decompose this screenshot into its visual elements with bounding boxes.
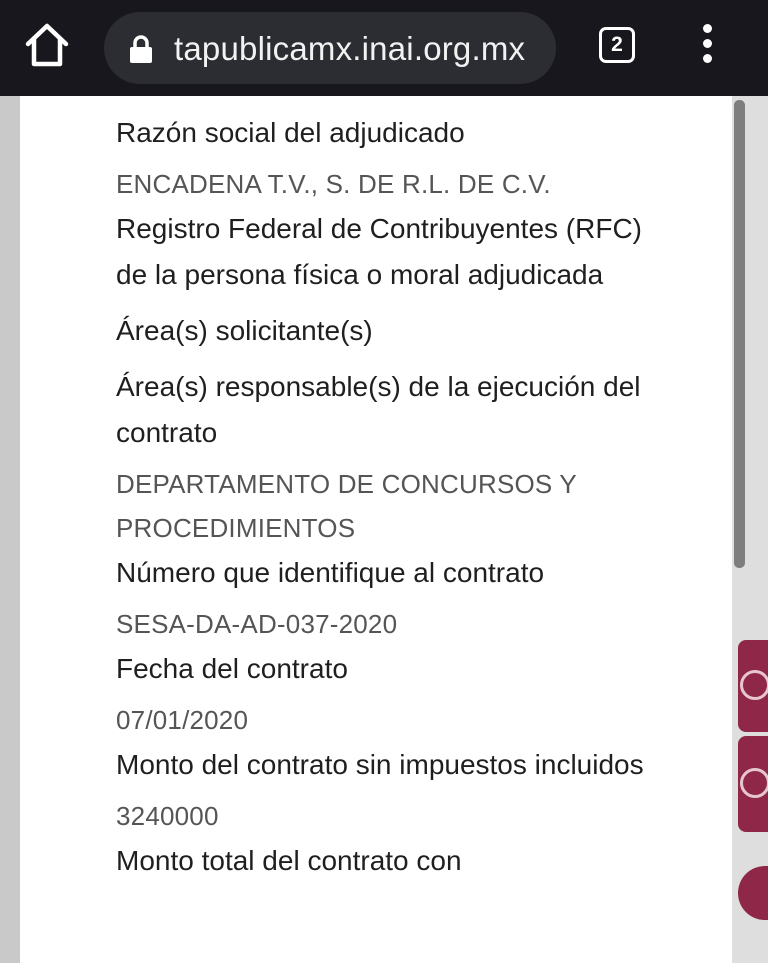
- circle-icon: [740, 670, 768, 700]
- field-value-razon-social: ENCADENA T.V., S. DE R.L. DE C.V.: [116, 169, 551, 199]
- home-button[interactable]: [24, 20, 70, 72]
- field-value-numero-contrato: SESA-DA-AD-037-2020: [116, 609, 398, 639]
- field-value-monto-sin-impuestos: 3240000: [116, 801, 219, 831]
- field-label-razon-social: Razón social del adjudicado: [116, 117, 465, 148]
- left-margin: [0, 96, 20, 963]
- contract-details-card: [20, 96, 732, 963]
- field-value-fecha-contrato: 07/01/2020: [116, 705, 249, 735]
- side-accessibility-button[interactable]: [738, 640, 768, 732]
- home-icon: [24, 20, 70, 72]
- circle-icon: [740, 768, 768, 798]
- address-bar[interactable]: [104, 12, 556, 84]
- contract-fields: [116, 110, 676, 884]
- more-vert-icon[interactable]: [695, 24, 719, 70]
- field-label-rfc: Registro Federal de Contribuyentes (RFC) de la persona física o moral adjudicada: [116, 213, 642, 290]
- side-help-button[interactable]: [738, 736, 768, 832]
- field-label-monto-total: Monto total del contrato con: [116, 845, 462, 876]
- browser-toolbar: [0, 0, 768, 96]
- url-text[interactable]: tapublicamx.inai.org.mx: [174, 30, 526, 67]
- field-label-fecha-contrato: Fecha del contrato: [116, 653, 348, 684]
- field-label-numero-contrato: Número que identifique al contrato: [116, 557, 545, 588]
- tab-switcher-button[interactable]: [599, 27, 635, 63]
- field-value-area-responsable: DEPARTAMENTO DE CONCURSOS Y PROCEDIMIENTOS: [116, 469, 577, 543]
- lock-icon: [128, 34, 154, 64]
- scrollbar-thumb[interactable]: [734, 100, 745, 568]
- field-label-monto-sin-impuestos: Monto del contrato sin impuestos incluidos: [116, 749, 644, 780]
- tab-switcher-icon: 2: [611, 33, 623, 56]
- field-label-area-responsable: Área(s) responsable(s) de la ejecución del contrato: [116, 371, 641, 448]
- field-label-area-solicitante: Área(s) solicitante(s): [116, 315, 373, 346]
